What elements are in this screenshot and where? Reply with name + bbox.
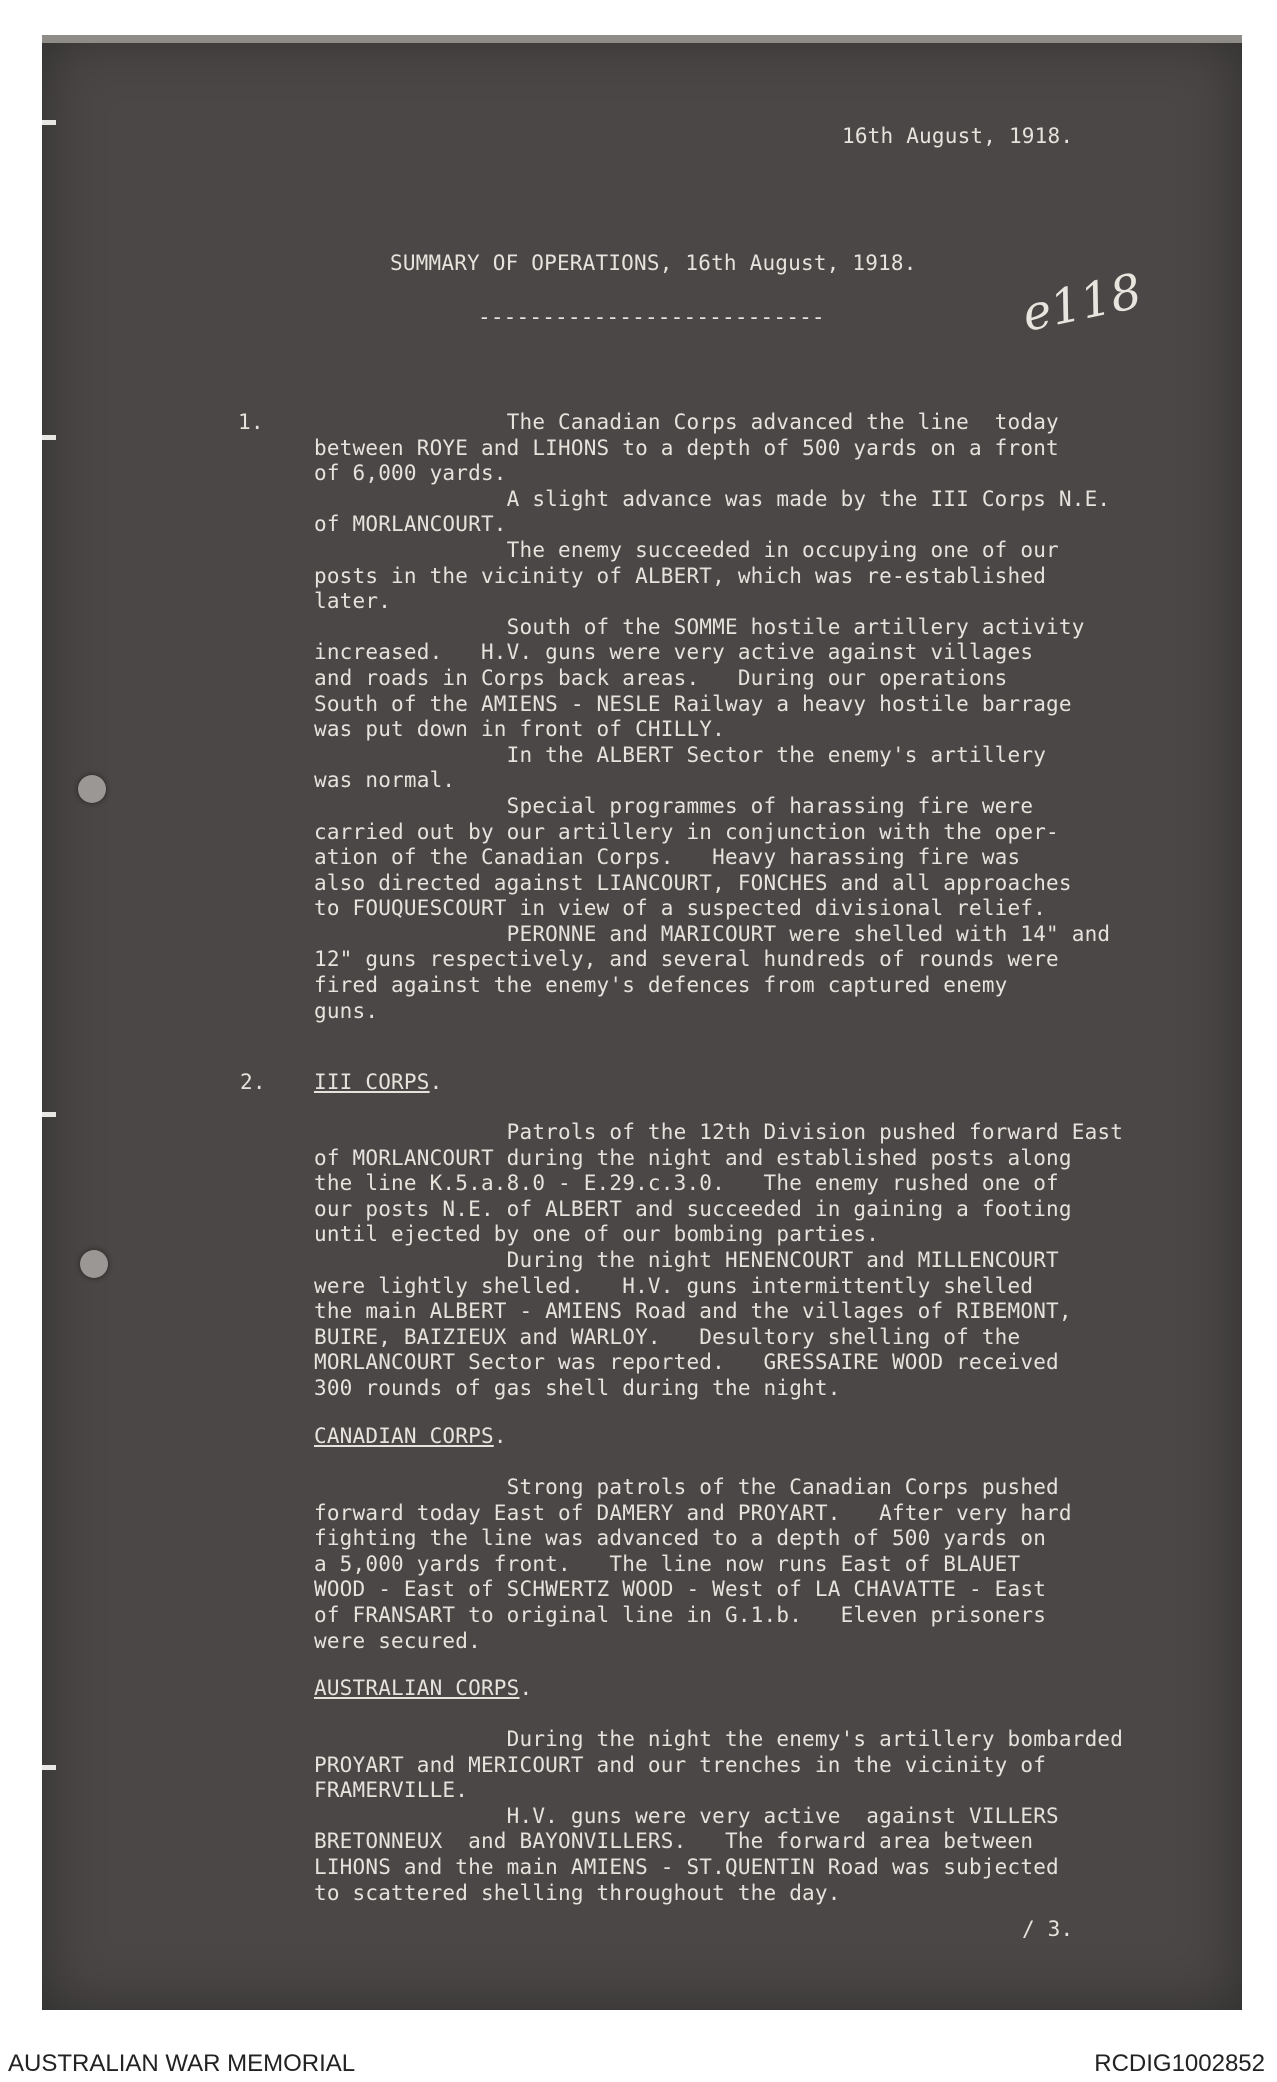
canadian-corps-text: Strong patrols of the Canadian Corps pushed forward today East of DAMERY and PROYART. After very hard fighting the line was advanced to a depth of 500 yards on a 5,000 yards front. The line now runs East of BLAUET WOOD - East of SCHWERTZ WOOD - West of LA CHAVATTE - East of FRANSART to original line in G.1.b. Eleven prisoners were secured. [314,1475,1072,1653]
punch-hole [78,775,106,803]
australian-corps-heading-text: AUSTRALIAN CORPS [314,1676,520,1700]
australian-corps-text: During the night the enemy's artillery bombarded PROYART and MERICOURT and our trenches in the vicinity of FRAMERVILLE. H.V. guns were very active against VILLERS BRETONNEUX and BAYONVILLERS. The forward area between LIHONS and the main AMIENS - ST.QUENTIN Road was subjected to scattered shelling throughout the day. [314,1727,1124,1905]
section-2-number: 2. [240,1070,266,1094]
heading-period: . [493,1424,507,1448]
date-header: 16th August, 1918. [842,124,1074,148]
handwritten-mark: e118 [1017,263,1147,343]
heading-period: . [519,1676,533,1700]
binding-notch [42,1112,56,1117]
binding-notch [42,435,56,440]
australian-corps-heading [314,1676,532,1700]
page-continuation: / 3. [1022,1917,1074,1941]
punch-hole [80,1250,108,1278]
canadian-corps-heading-text: CANADIAN CORPS [314,1424,494,1448]
section-1-number: 1. [238,410,264,434]
document-title: SUMMARY OF OPERATIONS, 16th August, 1918. [390,251,917,275]
section-2-heading-text: III CORPS [314,1070,430,1094]
section-2-text: Patrols of the 12th Division pushed forward East of MORLANCOURT during the night and established posts along the line K.5.a.8.0 - E.29.c.3.0. The enemy rushed one of our posts N.E. of ALBERT and succeeded in gaining a footing until ejected by one of our bombing parties. During the night HENENCOURT and MILLENCOURT were lightly shelled. H.V. guns intermittently shelled the main ALBERT - AMIENS Road and the villages of RIBEMONT, BUIRE, BAIZIEUX and WARLOY. Desultory shelling of the MORLANCOURT Sector was reported. GRESSAIRE WOOD received 300 rounds of gas shell during the night. [314,1120,1124,1400]
binding-notch [42,1765,56,1770]
section-1-text: The Canadian Corps advanced the line today between ROYE and LIHONS to a depth of 500 yards on a front of 6,000 yards. A slight advance was made by the III Corps N.E. of MORLANCOURT. The enemy succeeded in occupying one of our posts in the vicinity of ALBERT, which was re-established later. South of the SOMME hostile artillery activity increased. H.V. guns were very active against villages and roads in Corps back areas. During our operations South of the AMIENS - NESLE Railway a heavy hostile barrage was put down in front of CHILLY. In the ALBERT Sector the enemy's artillery was normal. Special programmes of harassing fire were carried out by our artillery in conjunction with the oper- ation of the Canadian Corps. Heavy harassing fire was also directed against LIANCOURT, FONCHES and all approaches to FOUQUESCOURT in view of a suspected divisional relief. PERONNE and MARICOURT were shelled with 14" and 12" guns respectively, and several hundreds of rounds were fired against the enemy's defences from captured enemy guns. [314,410,1111,1023]
sheet-top-edge [42,35,1242,43]
footer-source: AUSTRALIAN WAR MEMORIAL [8,2050,356,2077]
footer-id: RCDIG1002852 [1094,2050,1265,2077]
heading-period: . [429,1070,443,1094]
title-rule: --------------------------- [478,305,825,329]
canadian-corps-heading [314,1424,507,1448]
section-2-heading [314,1070,442,1094]
binding-notch [42,120,56,125]
